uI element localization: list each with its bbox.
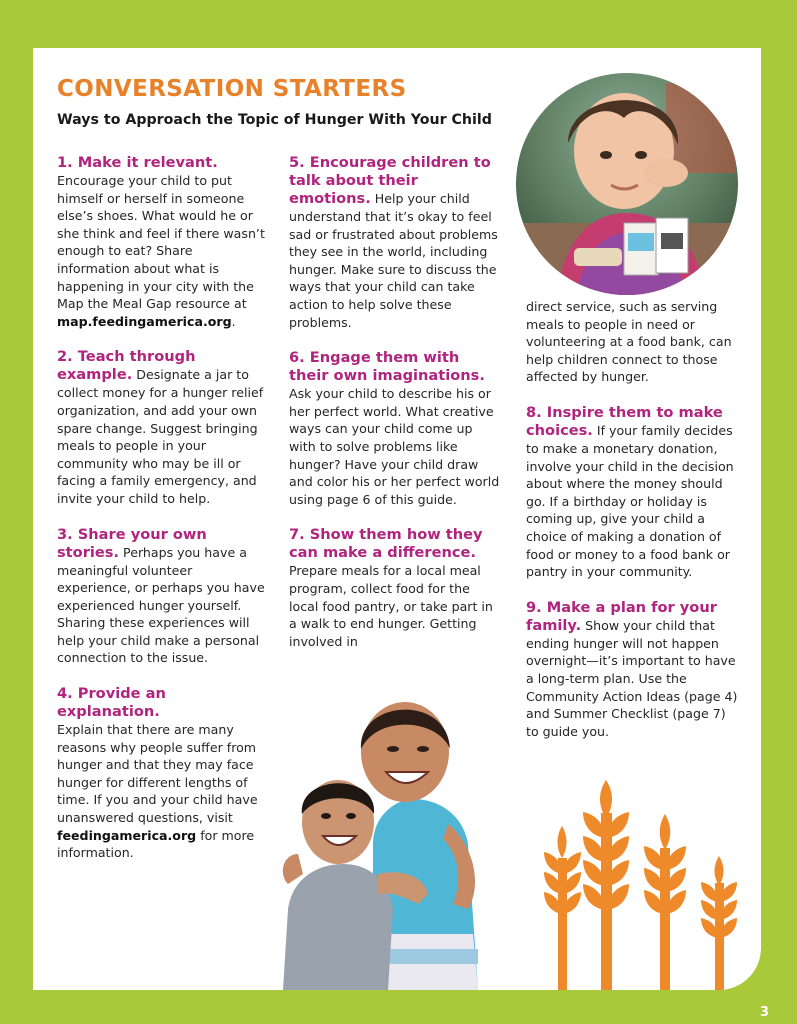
section-share-your-own-stories <box>57 526 269 668</box>
section-show-them-difference <box>289 526 501 650</box>
section-provide-an-explanation <box>57 685 269 862</box>
section-body: Designate a jar to collect money for a hunger relief organization, and add your own spare change. Suggest bringing meals to people in your community who may be ill or facing a family emergency, and invite your child to help. <box>57 367 264 506</box>
document-page <box>33 48 761 990</box>
section-make-a-plan <box>526 599 738 741</box>
section-body: Perhaps you have a meaningful volunteer experience, or perhaps you have experienced hunger yourself. Sharing these experiences will help your child make a personal connection to the issue. <box>57 544 265 666</box>
section-heading: 3. Share your own stories. <box>57 525 207 561</box>
section-body: Explain that there are many reasons why people suffer from hunger and that they may face hunger for different lengths of time. If you and your child have unanswered questions, visit <box>57 722 258 826</box>
section-heading: 1. Make it relevant. <box>57 154 218 171</box>
page-number: 3 <box>759 1005 769 1020</box>
section-body: Ask your child to describe his or her perfect world. What creative ways can your child come up with to solve problems like hunger? Have your child draw and color his or her perfect world using page 6 of this guide. <box>289 386 500 507</box>
child-eating-photo <box>516 73 738 295</box>
section-body: If your family decides to make a monetary donation, involve your child in the decision about where the money should go. If a birthday or holiday is coming up, give your child a choice of making a donation of food or money to a food bank or pantry in your community. <box>526 422 734 580</box>
section-body: Show your child that ending hunger will not happen overnight—it’s important to have a long-term plan. Use the Community Action Ideas (page 4) and Summer Checklist (page 7) to guide you. <box>526 617 738 739</box>
column-2 <box>289 154 501 668</box>
feedingamerica-link[interactable]: feedingamerica.org <box>57 827 197 843</box>
map-link[interactable]: map.feedingamerica.org <box>57 313 232 329</box>
column-3 <box>526 298 738 758</box>
section-heading: 5. Encourage children to talk about their emotions. <box>289 154 491 207</box>
section-heading: 6. Engage them with their own imaginations. <box>289 349 485 385</box>
section-engage-imaginations <box>289 349 501 508</box>
section-encourage-children <box>289 154 501 331</box>
section-heading: 2. Teach through example. <box>57 348 196 384</box>
section-body: Encourage your child to put himself or herself in someone else’s shoes. What would he or she think and feel if there wasn’t enough to eat? Share information about what is happening in your city with the Map the Meal Gap resource at <box>57 173 265 312</box>
page-subtitle: Ways to Approach the Topic of Hunger With Your Child <box>57 112 492 128</box>
section-show-them-difference-continued <box>526 298 738 386</box>
laughing-kids-photo <box>278 694 518 990</box>
section-heading: 8. Inspire them to make choices. <box>526 403 723 439</box>
wheat-illustration-icon <box>538 778 758 990</box>
column-1 <box>57 154 269 880</box>
section-heading: 9. Make a plan for your family. <box>526 598 717 634</box>
section-make-it-relevant <box>57 154 269 330</box>
section-heading: 4. Provide an explanation. <box>57 685 166 721</box>
section-teach-through-example <box>57 348 269 507</box>
section-body: Help your child understand that it’s okay to feel sad or frustrated about problems they see in the world, including hunger. Make sure to discuss the ways that your child can take action to help solve these problems. <box>289 191 498 330</box>
section-body-continued: direct service, such as serving meals to people in need or volunteering at a food bank, can help children connect to those affected by hunger. <box>526 299 732 385</box>
section-body-end: . <box>231 313 236 329</box>
section-body-end: for more information. <box>57 827 255 861</box>
section-heading: 7. Show them how they can make a difference. <box>289 526 483 562</box>
section-body: Prepare meals for a local meal program, collect food for the local food pantry, or take part in a walk to end hunger. Getting involved in <box>289 563 493 649</box>
page-title: CONVERSATION STARTERS <box>57 76 407 102</box>
section-inspire-choices <box>526 404 738 581</box>
